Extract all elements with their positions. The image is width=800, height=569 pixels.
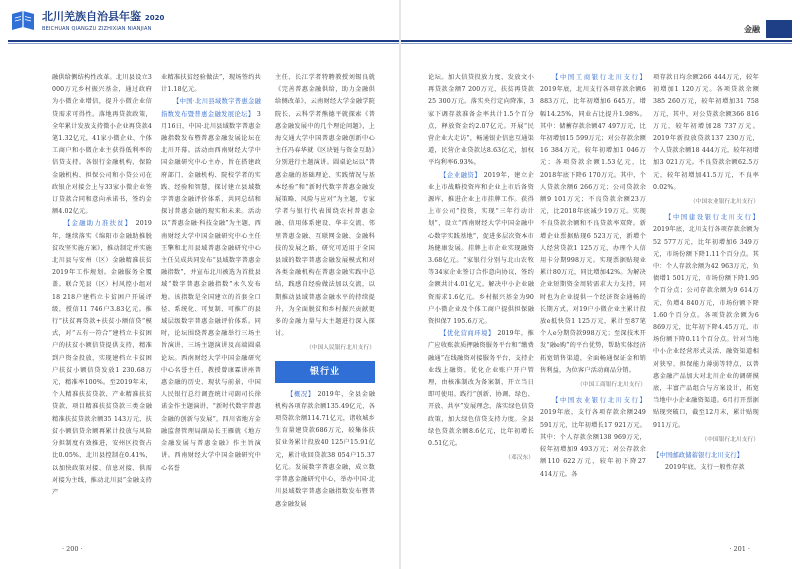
entry-heading: 【优化营商环境】 bbox=[440, 330, 495, 338]
book-logo-icon bbox=[9, 7, 37, 35]
paragraph bbox=[275, 389, 375, 511]
section-banner: 银行业 bbox=[275, 361, 375, 383]
column-6 bbox=[653, 72, 759, 528]
column-4 bbox=[428, 72, 534, 528]
page-number-right: · 201 · bbox=[729, 545, 750, 553]
source-note: （中国农业银行北川支行） bbox=[690, 199, 759, 206]
column-3 bbox=[275, 72, 375, 528]
source-note: （中国工商银行北川支行） bbox=[577, 382, 646, 389]
paragraph bbox=[653, 212, 759, 432]
entry-text: 2019年底，支行各项存款余额249 591万元，比年初增长17 921万元。其中：个人存款余额138 969万元，较年初增加9 493万元；对公存款余额110 622万元，较年初下降27 414万元。各 bbox=[540, 409, 646, 478]
paragraph: 2019年底，支行一般性存款 bbox=[665, 464, 745, 472]
page-gutter bbox=[399, 0, 401, 569]
entry-heading: 【中国·北川县域数字普惠金融指数发布暨普惠金融发展论坛】 bbox=[161, 98, 261, 118]
entry-heading: 【金融助力准扶贫】 bbox=[64, 220, 133, 228]
paragraph: 论坛。加大信贷投放力度，发放文小再贷款金额7 200万元，扶贫再贷款25 300万元。落实央行定向降准，3家下调存款准备金率共计1.5个百分点，释放资金约2.07亿元。开展“民营企业大走访”，畅通银企信息互通渠道，民营企业贷款达8.63亿元，加权平均利率6.93%。 bbox=[428, 74, 534, 167]
yearbook-logo bbox=[8, 6, 38, 36]
page-number-left: · 200 · bbox=[62, 545, 83, 553]
section-tab bbox=[766, 20, 792, 38]
paragraph bbox=[540, 395, 646, 480]
paragraph bbox=[653, 450, 759, 462]
source-note: （邓汉东） bbox=[505, 455, 534, 462]
column-2 bbox=[161, 72, 261, 528]
entry-text: 3月16日，中国·北川县域数字普惠金融指数发布暨普惠金融发展论坛在北川开幕。活动由西南财经大学中国金融研究中心主办，旨在搭建政府部门、金融机构、院校学者的实践、经验和智慧，探讨建立县域数字普惠金融评价体系，共同总结和探讨普惠金融的现实和未来。活动以“普惠金融·科技金融”为主题，西南财经大学中国金融研究中心主任王擎和北川县域普惠金融研究中心主任吴成共同发布“县域数字普惠金融指数”，并宣布北川被选为首批县域“数字普惠金融指数”永久发布地。该指数是全国建立的首套全口径、系统化、可复制、可推广的县域层级数字普惠金融评价体系。同时，论坛围绕普惠金融举行三场主旨演讲、三场主题演讲及高端圆桌论坛。西南财经大学中国金融研究中心名誉主任、教授曾康霖讲座普惠金融的历史、现状与前景，中国人民银行总行调查统计司副司长徐诺金作主题演讲，“新时代数字普惠金融的创新与发展”，四川省地方金融监督管理局副局长王雁就《地方金融发展与普惠金融》作主旨演讲。西南财经大学中国金融研究中心名誉 bbox=[161, 110, 261, 472]
entry-text: 2019年，推广应收账款质押融资服务平台和“缴费融通”在线融资对接服务平台，支持企业线上融资。优化企业账户开户管理，由核准制改为备案制，开立当日即可使用。践行“创新、协调、绿色、开放、共享”发展理念，落实绿色信贷政策，加大绿色信贷支持力度。全县绿色贷款余额8.6亿元，比年初增长0.51亿元。 bbox=[428, 330, 534, 448]
entry-text: 2019年，继续落实《绵阳市金融助推脱贫攻坚实施方案》，推动制定并实施北川县与安州（区）金融精准扶贫2019年工作规划。金融服务全覆盖。联合羌县（区）村风控小组对18 218户建档立卡贫困户开展评级，授信11 746户3.83亿元。推行“扶贫再贷款+扶贫小额信贷”模式，对“五有一符合”建档立卡贫困户的扶贫小额信贷提供支持，精准到户资金投放，实现建档立卡贫困户扶贫小额信贷发放1 230.68万元，精准率100%。至2019年末，个人精准扶贫贷款、产业精准扶贫贷款、项目精准扶贫贷款三类金融精准扶贫贷款余额35 143万元，扶贫小额信贷余额再累计投放与风险分担制度有效推进，安州区投资占比0.05%，北川县控制在0.41%，以加快政策对接、信息对接、供需对接为主线，推动北川县“金融支持产 bbox=[52, 220, 152, 496]
section-label: 金融 bbox=[744, 25, 760, 34]
running-head bbox=[42, 8, 164, 32]
yearbook-title: 北川羌族自治县年鉴 bbox=[42, 10, 141, 23]
entry-text: 2019年，建立企业上市战略投资库和企业上市后备资源库，推进企业上市挂牌工作。获得上市公司”投资，实现“三年行动计划”，设立“西南财经大学中国金融中心数字实践基地”，促进多层次资本市场健康发展。挂牌上市企业实现融资3.68亿元。“家银行分别与北山农牧等34家企业签订合作意向协议，签约金额共计4.01亿元。解决中小企业融资需求1.6亿元。乡村振兴基金为90户小微企业及个体工商户提供担保融资担保7 195.6万元。 bbox=[428, 171, 534, 326]
entry-heading: 【中国农业银行北川支行】 bbox=[552, 397, 646, 405]
paragraph bbox=[540, 72, 646, 377]
column-5 bbox=[540, 72, 646, 528]
entry-heading: 【企业融资】 bbox=[440, 171, 482, 179]
paragraph bbox=[52, 218, 152, 499]
source-note: （中国人民银行北川支行） bbox=[306, 345, 375, 352]
paragraph bbox=[428, 328, 534, 450]
paragraph: 项存款日均余额266 444万元，较年初增加1 120万元。各项贷款余额385 260万元，较年初增加31 758万元，其中，对公贷款余额366 816万元，较年初增加28 737万元。2019年新投放贷款137 230万元，个人贷款余额18 444万元，较年初增加3 021万元。不良贷款余额62.5万元，较年初增加41.5万元，不良率0.02%。 bbox=[653, 74, 759, 191]
entry-heading: 【中国邮政储蓄银行北川支行】 bbox=[653, 452, 744, 460]
paragraph bbox=[161, 96, 261, 474]
entry-heading: 【概况】 bbox=[287, 390, 315, 398]
yearbook-year: 2020 bbox=[144, 14, 165, 22]
source-note: （中国银行北川支行） bbox=[701, 436, 759, 443]
entry-text: 2019年，全县金融机构各项存款余额135.49亿元，各项贷款余额114.71亿元，诸收城乡生育量建贷款686万元，较集体扶贫业务累计投放40 125户15.91亿元，累计收回贷款38 054户15.37亿元。发展数字普惠金融，成立数字普惠金融研究中心，举办中国·北川县域数字普惠金融指数发布暨普惠金融发展 bbox=[275, 390, 375, 508]
column-1 bbox=[52, 72, 152, 528]
paragraph: 融供给侧结构性改革。北川县设立3 000万元乡村振兴基金，通过政府为小微企业增信，提升小微企业信贷需求可得性。落地再贷款政策，全年累计发放支持微小企业再贷款4笔1.32亿元，41家小微企业、个体工商户和小微企业主获得低利率的信贷支持。各银行金融机构、保险金融机构、担保公司和小贷公司在政银企对接会上与33家小微企业签订贷款合同和意向承诺书，签约金额4.02亿元。 bbox=[52, 74, 152, 216]
entry-heading: 【中国工商银行北川支行】 bbox=[552, 74, 646, 81]
paragraph: 业精准扶贫经验做法”，现场签约共计1.18亿元。 bbox=[161, 74, 261, 94]
entry-text: 2019年底，北川支行各项存款余额为52 577万元，比年初增加6 349万元，市场份额下降1.11个百分点。其中：个人存款余额为42 963万元，负债增1 501万元，市场份额下降1.95个百分点；公司存款余额为9 614万元，负增4 840万元，市场份额下降1.60个百分点。各项贷款余额为6 869万元，比年初下降4.45万元，市场份额下降0.11个百分点。针对当地中小企业经营形式灵活、融资渠道相对狭窄、担保能力薄弱等特点，以普惠金融产品加大对北川企业的调研摸底，丰富产品组合与方案设计，拓宽当地中小企业融资渠道。6月打开票据贴现突破口，截至12月末，累计贴现911万元。 bbox=[653, 226, 759, 429]
yearbook-pinyin: BEICHUAN QIANGZU ZIZHIXIAN NIANJIAN bbox=[42, 26, 152, 32]
entry-text: 2019年底，北川支行各项存款余额6 883万元，比年初增加6 645万，增幅14.25%，同业占比提升1.98%。其中：储蓄存款余额47 497万元，比年初增加15 599万元；对公存款余额16 384万元，较年初增加1 046万元；各项贷款余额1.53亿元，比2018年底下降6 170万元。其中，个人贷款余额6 266万元；公司贷款余额9 101万元；不良贷款余额23万元，比2018年底减少19万元。实现不良贷款余额和不良贷款率双降。新增企业票据贴现6 523万元，新增个人经营贷款1 125万元，办理个人信用卡分期998万元。实现票据贴现业累计80万元，同比增加42%。为解决企业短期资金周转需求大力支持，同时也为企业提供一个经济资金通畅的长期方式，对19户小微企业主累计投放e抵快贷1 125万元，累计至87笔个人e分期贷款998万元；至深技术开发“融e购”的平台优势，帮助实体经济拓宽销售渠道，全面畅通保证金和销售利益，为位客户活动商品分销。 bbox=[540, 86, 646, 374]
paragraph: 主任、长江学者特聘教授刘锡良就《完善普惠金融供给，助力金融供给侧改革》，云南财经大学金融学院院长、云科学者熊德平就探索《普惠金融发展中的几个理论问题》，上海交通大学中国普惠金融创新中心主任冯春华就《区块链与资金互助》分别进行主题演讲。圆桌论坛以“普惠金融的基础理论、实践情况与基本经验”和“新时代数字普惠金融发展策略、风险与应对”为主题，专家学者与银行代表围绕农村普惠金融、信用体系建设、华丰交流、邻里普惠金融、互联网金融、金融科技的发展之路，研究可适用于全国县域的数字普惠金融发展模式和对各类金融机构在普惠金融实践中总结，践感自经验做法加以交流，以期推动县域普惠金融水平的持续提升，为全面脱贫和乡村振兴贡献更多的金融力量与大主题进行深入探讨。 bbox=[275, 74, 375, 338]
entry-heading: 【中国建设银行北川支行】 bbox=[665, 214, 759, 222]
paragraph bbox=[428, 170, 534, 329]
